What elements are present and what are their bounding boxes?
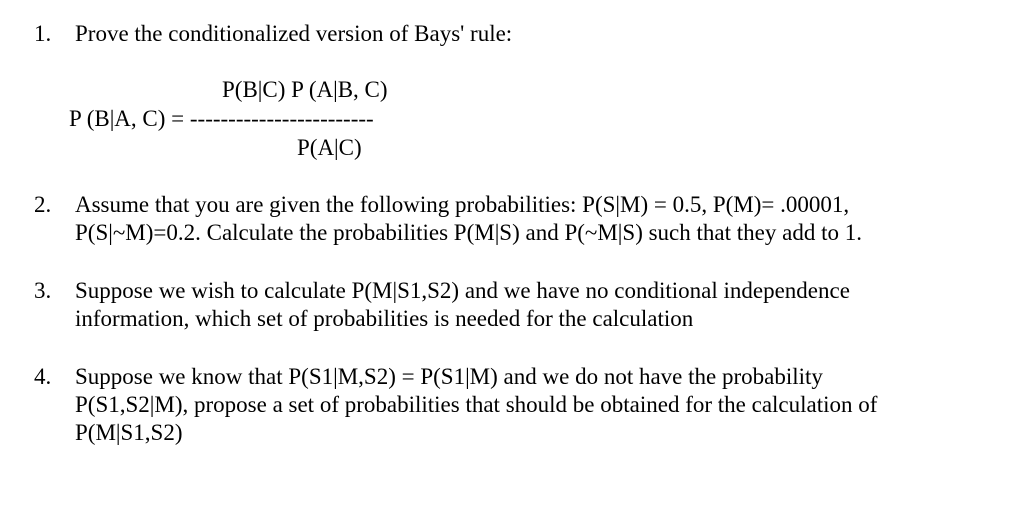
question-number: 4. [34, 364, 52, 389]
question-number: 1. [34, 21, 52, 46]
formula-lhs: P (B|A, C) = ------------------------ [69, 106, 374, 131]
question-text [75, 191, 975, 247]
question-number: 2. [34, 192, 52, 217]
question-line: Assume that you are given the following probabilities: P(S|M) = 0.5, P(M)= .00001, [75, 192, 850, 217]
question-line: information, which set of probabilities is needed for the calculation [75, 306, 694, 331]
question-number: 3. [34, 278, 52, 303]
question-line: Prove the conditionalized version of Bays' rule: [75, 21, 513, 46]
bayes-rule-formula [0, 76, 600, 172]
question-text [75, 363, 975, 447]
question-line: P(M|S1,S2) [75, 420, 183, 445]
question-text [75, 20, 975, 48]
question-line: Suppose we wish to calculate P(M|S1,S2) and we have no conditional independence [75, 278, 850, 303]
question-line: Suppose we know that P(S1|M,S2) = P(S1|M) and we do not have the probability [75, 364, 823, 389]
formula-numerator: P(B|C) P (A|B, C) [222, 77, 388, 102]
question-text [75, 277, 975, 333]
question-line: P(S1,S2|M), propose a set of probabilities that should be obtained for the calculation of [75, 392, 878, 417]
question-line: P(S|~M)=0.2. Calculate the probabilities P(M|S) and P(~M|S) such that they add to 1. [75, 220, 862, 245]
formula-denominator: P(A|C) [297, 135, 362, 160]
